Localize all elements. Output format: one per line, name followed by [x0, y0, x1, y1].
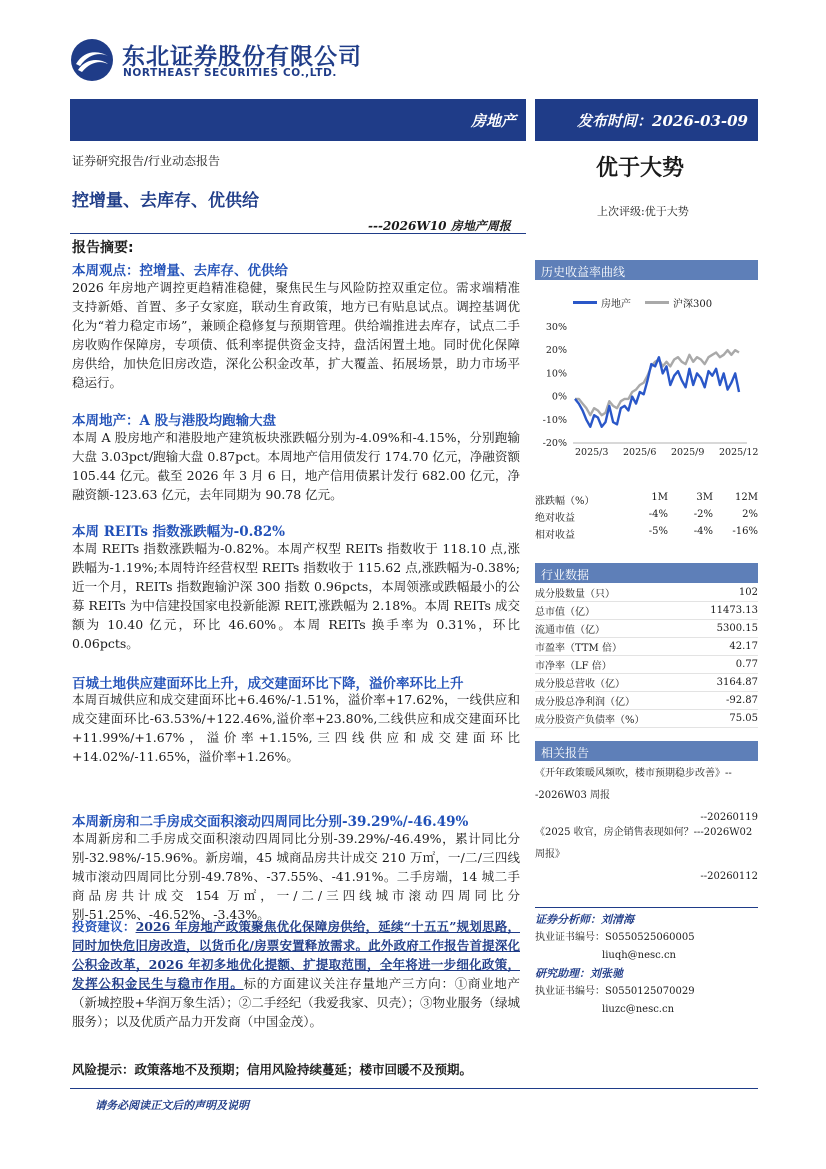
returns-header-label: 涨跌幅（%）	[535, 496, 595, 507]
related-report-date: --20260112	[700, 871, 758, 882]
market-row	[535, 692, 758, 710]
returns-cell: 2%	[742, 509, 758, 520]
company-logo	[70, 36, 370, 86]
section-title-market: 本周地产：A 股与港股均跑输大盘	[72, 413, 277, 429]
market-data-table	[535, 584, 758, 728]
section-body-transactions: 本周新房和二手房成交面积滚动四周同比分别-39.29%/-46.49%，累计同比分别-32.98%/-15.96%。新房端，45 城商品房共计成交 210 万㎡，一/二/三四线城市滚动四周同比分别-49.78%、-37.55%、-41.91%。二手房端，14 城二手商品房共计成交 154 万㎡，一/二/三四线城市滚动四周同比分别-51.25%、-46.52%、-3.43%。	[72, 831, 520, 922]
section-title-land: 百城土地供应建面环比上升，成交建面环比下降，溢价率环比上升	[72, 676, 464, 692]
section-body-view: 2026 年房地产调控更趋精准稳健，聚焦民生与风险防控双重定位。需求端精准支持新婚、首置、多子女家庭，联动生育政策，地方已有贴息试点。调控基调优化为“着力稳定市场”，兼顾企稳修复与预期管理。供给端推进去库存，试点二手房收购作保障房，专项债、低利率提供资金支持，盘活闲置土地。同时优化保障房供给，加快危旧房改造，深化公积金改革，扩大覆盖、拓展场景，助力市场平稳运行。	[72, 280, 520, 390]
logo-mark-icon	[70, 38, 114, 82]
returns-header-row	[535, 492, 758, 509]
chart-plot	[535, 285, 758, 470]
return-chart	[535, 285, 758, 470]
report-subtitle: ---2026W10 房地产周报	[368, 219, 511, 233]
title-divider	[70, 233, 526, 234]
analyst-divider	[535, 907, 758, 908]
returns-header-12m: 12M	[735, 492, 758, 503]
market-value: 11473.13	[690, 602, 758, 620]
market-row	[535, 638, 758, 656]
y-tick-label: -20%	[542, 438, 567, 449]
market-label: 市盈率（TTM 倍）	[535, 638, 690, 656]
y-tick-label: 30%	[545, 322, 567, 333]
market-value: 42.17	[690, 638, 758, 656]
analyst-email[interactable]: liuqh@nesc.cn	[602, 950, 676, 961]
market-value: -92.87	[690, 692, 758, 710]
section-body-market: 本周 A 股房地产和港股地产建筑板块涨跌幅分别为-4.09%和-4.15%，分别跑输大盘 3.03pct/跑输大盘 0.87pct。本周地产信用债发行 174.70 亿元，净融资额 105.44 亿元。截至 2026 年 3 月 6 日，地产信用债累计发行 682.00 亿元，净融资额-123.63 亿元，去年同期为 90.78 亿元。	[72, 430, 520, 502]
market-label: 总市值（亿）	[535, 602, 690, 620]
related-report-item[interactable]	[535, 763, 758, 829]
market-row	[535, 710, 758, 728]
sector-label: 房地产	[470, 112, 516, 130]
section-title-reits: 本周 REITs 指数涨跌幅为-0.82%	[72, 524, 285, 540]
publish-date: 发布时间：2026-03-09	[577, 112, 748, 130]
chart-panel-header: 历史收益率曲线	[535, 260, 758, 280]
returns-row	[535, 509, 758, 526]
related-report-item[interactable]	[535, 822, 758, 888]
returns-row	[535, 526, 758, 543]
market-row	[535, 584, 758, 602]
legend-label-csi300: 沪深300	[673, 299, 713, 310]
y-tick-label: 10%	[545, 368, 567, 380]
returns-cell: -4%	[648, 509, 668, 520]
section-body-land: 本周百城供应和成交建面环比+6.46%/-1.51%，溢价率+17.62%，一线供应和成交建面环比-63.53%/+122.46%,溢价率+23.80%,二线供应和成交建面环比+11.99%/+1.67%，溢价率+1.15%,三四线供应和成交建面环比+14.02%/-11.65%，溢价率+1.26%。	[72, 692, 520, 764]
series-line-property	[575, 357, 739, 427]
company-name-cn: 东北证券股份有限公司	[122, 44, 362, 70]
rating-current: 优于大势	[596, 156, 685, 181]
analyst-name: 证券分析师：刘清海	[535, 913, 634, 926]
returns-header-3m: 3M	[696, 492, 713, 503]
section-title-view: 本周观点：控增量、去库存、优供给	[72, 263, 288, 279]
risk-warning: 风险提示：政策落地不及预期；信用风险持续蔓延；楼市回暖不及预期。	[72, 1062, 473, 1077]
returns-header-1m: 1M	[651, 492, 668, 503]
investment-advice	[72, 917, 520, 1031]
market-row	[535, 674, 758, 692]
returns-table	[535, 492, 758, 543]
x-tick-label: 2025/6	[623, 447, 657, 458]
y-tick-label: -10%	[542, 414, 567, 426]
report-type: 证券研究报告/行业动态报告	[72, 154, 221, 168]
investment-rest: 标的方面建议关注存量地产三方向：①商业地产（新城控股+华润万象生活）；②二手经纪（我爱我家、贝壳）；③物业服务（绿城服务）；以及优质产品力开发商（中国金茂）。	[72, 976, 520, 1029]
returns-cell: -2%	[693, 509, 713, 520]
market-value: 0.77	[690, 656, 758, 674]
sector-bar	[70, 99, 526, 141]
returns-row-label: 绝对收益	[535, 513, 575, 524]
returns-cell: -5%	[648, 526, 668, 537]
market-value: 3164.87	[690, 674, 758, 692]
footer-divider	[70, 1088, 758, 1089]
market-data-header: 行业数据	[535, 563, 758, 583]
market-label: 市净率（LF 倍）	[535, 656, 690, 674]
market-label: 成分股总营收（亿）	[535, 674, 690, 692]
investment-label: 投资建议：	[72, 919, 136, 934]
report-title: 控增量、去库存、优供给	[72, 191, 259, 211]
market-row	[535, 602, 758, 620]
y-tick-label: 20%	[545, 345, 567, 357]
market-value: 5300.15	[690, 620, 758, 638]
company-name-en: NORTHEAST SECURITIES CO.,LTD.	[123, 67, 337, 79]
section-title-transactions: 本周新房和二手房成交面积滚动四周同比分别-39.29%/-46.49%	[72, 814, 469, 830]
analyst-email[interactable]: liuzc@nesc.cn	[602, 1004, 675, 1015]
market-label: 流通市值（亿）	[535, 620, 690, 638]
market-label: 成分股总净利润（亿）	[535, 692, 690, 710]
analyst-cert: 执业证书编号：S0550525060005	[535, 932, 695, 943]
analyst-block	[535, 965, 758, 1019]
footer-notice: 请务必阅读正文后的声明及说明	[95, 1099, 249, 1112]
related-report-title[interactable]: 《开年政策暖风频吹，楼市预期稳步改善》---2026W03 周报	[535, 768, 732, 801]
legend-label-property: 房地产	[601, 299, 631, 310]
returns-cell: -16%	[732, 526, 758, 537]
investment-bold: 2026 年房地产政策聚焦优化保障房供给，延续“十五五”规划思路，同时加快危旧房改造，以货币化/房票安置释放需求。此外政府工作报告首提深化公积金改革，2026 年初多地优化提额、扩提取范围，全年将进一步细化政策，发挥公积金民生与稳市作用。	[72, 919, 520, 991]
market-value: 102	[690, 584, 758, 602]
analyst-block	[535, 911, 758, 965]
section-body-reits: 本周 REITs 指数涨跌幅为-0.82%。本周产权型 REITs 指数收于 118.10 点,涨跌幅为-1.19%;本周特许经营权型 REITs 指数收于 115.62 点,涨跌幅为-0.38%;近一个月，REITs 指数跑输沪深 300 指数 0.96pcts，本周领涨或跌幅最小的公募 REITs 为中信建投国家电投新能源 REIT,涨跌幅为 2.18%。本周 REITs 成交额为 10.40 亿元，环比 46.60%。本周 REITs 换手率为 0.31%，环比 0.06pcts。	[72, 541, 520, 651]
market-label: 成分股资产负债率（%）	[535, 710, 690, 728]
related-report-title[interactable]: 《2025 收官，房企销售表现如何？---2026W02 周报》	[535, 827, 753, 860]
market-value: 75.05	[690, 710, 758, 728]
x-tick-label: 2025/3	[575, 447, 609, 458]
rating-previous: 上次评级:优于大势	[597, 205, 689, 218]
related-reports-header: 相关报告	[535, 741, 758, 761]
market-row	[535, 656, 758, 674]
summary-heading: 报告摘要:	[72, 240, 134, 256]
publish-bar	[535, 99, 758, 141]
market-label: 成分股数量（只）	[535, 584, 690, 602]
returns-row-label: 相对收益	[535, 530, 575, 541]
returns-cell: -4%	[693, 526, 713, 537]
analyst-cert: 执业证书编号：S0550125070029	[535, 986, 695, 997]
x-tick-label: 2025/12	[719, 447, 758, 458]
x-tick-label: 2025/9	[671, 447, 705, 458]
related-report-date: --20260119	[700, 812, 758, 823]
y-tick-label: 0%	[551, 391, 567, 403]
analyst-name: 研究助理：刘张驰	[535, 967, 623, 980]
market-row	[535, 620, 758, 638]
